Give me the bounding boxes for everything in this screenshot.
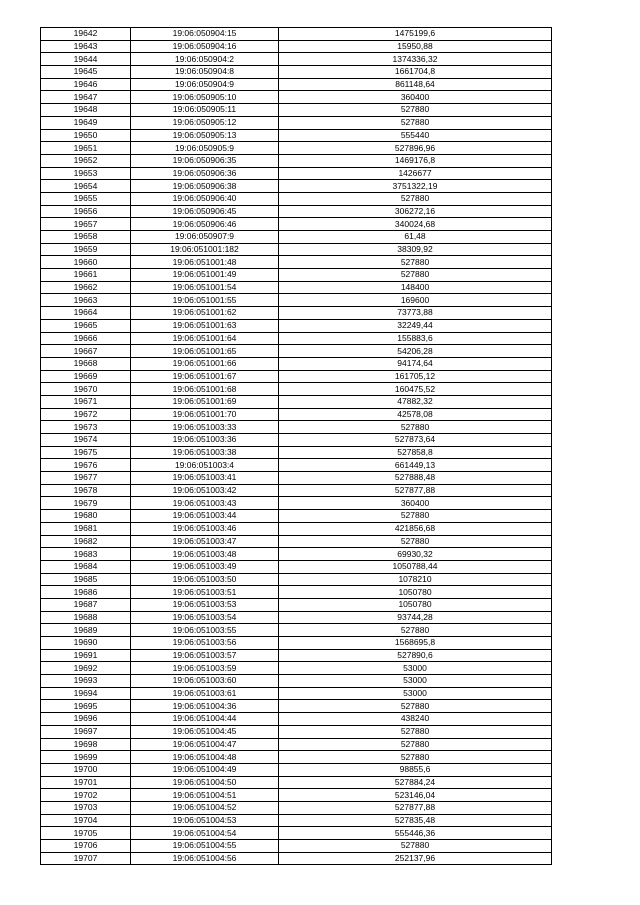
- cadastral-number-cell: 19:06:051004:51: [131, 789, 279, 802]
- row-number-cell: 19681: [41, 522, 131, 535]
- table-row: [41, 586, 552, 599]
- table-row: [41, 484, 552, 497]
- cadastral-number-cell: 19:06:050906:35: [131, 154, 279, 167]
- value-cell: 1426677: [279, 167, 552, 180]
- cadastral-number-cell: 19:06:051003:4: [131, 459, 279, 472]
- cadastral-number-cell: 19:06:051001:66: [131, 357, 279, 370]
- table-row: [41, 814, 552, 827]
- data-table: [40, 27, 552, 865]
- row-number-cell: 19702: [41, 789, 131, 802]
- row-number-cell: 19676: [41, 459, 131, 472]
- row-number-cell: 19674: [41, 434, 131, 447]
- table-row: [41, 269, 552, 282]
- cadastral-number-cell: 19:06:051003:36: [131, 434, 279, 447]
- row-number-cell: 19670: [41, 383, 131, 396]
- row-number-cell: 19696: [41, 713, 131, 726]
- cadastral-number-cell: 19:06:050906:45: [131, 205, 279, 218]
- table-row: [41, 332, 552, 345]
- row-number-cell: 19687: [41, 598, 131, 611]
- cadastral-number-cell: 19:06:050904:15: [131, 28, 279, 41]
- cadastral-number-cell: 19:06:051003:54: [131, 611, 279, 624]
- cadastral-number-cell: 19:06:050905:9: [131, 142, 279, 155]
- cadastral-number-cell: 19:06:051003:57: [131, 649, 279, 662]
- cadastral-number-cell: 19:06:050905:11: [131, 104, 279, 117]
- cadastral-number-cell: 19:06:050905:13: [131, 129, 279, 142]
- row-number-cell: 19661: [41, 269, 131, 282]
- value-cell: 527835,48: [279, 814, 552, 827]
- cadastral-number-cell: 19:06:050904:9: [131, 78, 279, 91]
- cadastral-number-cell: 19:06:050906:38: [131, 180, 279, 193]
- table-row: [41, 700, 552, 713]
- cadastral-number-cell: 19:06:051001:68: [131, 383, 279, 396]
- value-cell: 38309,92: [279, 243, 552, 256]
- value-cell: 15950,88: [279, 40, 552, 53]
- table-row: [41, 129, 552, 142]
- value-cell: 527880: [279, 192, 552, 205]
- row-number-cell: 19706: [41, 840, 131, 853]
- value-cell: 527880: [279, 116, 552, 129]
- table-row: [41, 535, 552, 548]
- table-row: [41, 751, 552, 764]
- cadastral-number-cell: 19:06:051003:46: [131, 522, 279, 535]
- value-cell: 1469176,8: [279, 154, 552, 167]
- value-cell: 527890,6: [279, 649, 552, 662]
- value-cell: 527880: [279, 421, 552, 434]
- table-row: [41, 421, 552, 434]
- value-cell: 527880: [279, 725, 552, 738]
- value-cell: 661449,13: [279, 459, 552, 472]
- cadastral-number-cell: 19:06:051004:48: [131, 751, 279, 764]
- table-row: [41, 687, 552, 700]
- table-row: [41, 738, 552, 751]
- table-row: [41, 104, 552, 117]
- row-number-cell: 19660: [41, 256, 131, 269]
- row-number-cell: 19656: [41, 205, 131, 218]
- table-row: [41, 446, 552, 459]
- cadastral-number-cell: 19:06:051003:38: [131, 446, 279, 459]
- row-number-cell: 19663: [41, 294, 131, 307]
- row-number-cell: 19646: [41, 78, 131, 91]
- value-cell: 1374336,32: [279, 53, 552, 66]
- cadastral-number-cell: 19:06:051004:55: [131, 840, 279, 853]
- table-row: [41, 611, 552, 624]
- table-row: [41, 801, 552, 814]
- cadastral-number-cell: 19:06:050904:8: [131, 66, 279, 79]
- row-number-cell: 19700: [41, 763, 131, 776]
- table-row: [41, 142, 552, 155]
- table-row: [41, 383, 552, 396]
- cadastral-number-cell: 19:06:051001:64: [131, 332, 279, 345]
- row-number-cell: 19707: [41, 852, 131, 865]
- cadastral-number-cell: 19:06:051004:56: [131, 852, 279, 865]
- cadastral-number-cell: 19:06:051001:62: [131, 307, 279, 320]
- row-number-cell: 19644: [41, 53, 131, 66]
- value-cell: 527858,8: [279, 446, 552, 459]
- cadastral-number-cell: 19:06:051001:65: [131, 345, 279, 358]
- table-row: [41, 510, 552, 523]
- cadastral-number-cell: 19:06:051004:52: [131, 801, 279, 814]
- row-number-cell: 19669: [41, 370, 131, 383]
- row-number-cell: 19664: [41, 307, 131, 320]
- table-row: [41, 408, 552, 421]
- row-number-cell: 19673: [41, 421, 131, 434]
- table-row: [41, 357, 552, 370]
- row-number-cell: 19650: [41, 129, 131, 142]
- value-cell: 527880: [279, 510, 552, 523]
- value-cell: 527880: [279, 624, 552, 637]
- value-cell: 1661704,8: [279, 66, 552, 79]
- cadastral-number-cell: 19:06:051004:54: [131, 827, 279, 840]
- cadastral-number-cell: 19:06:051001:67: [131, 370, 279, 383]
- cadastral-number-cell: 19:06:050906:46: [131, 218, 279, 231]
- value-cell: 69930,32: [279, 548, 552, 561]
- value-cell: 61,48: [279, 231, 552, 244]
- table-row: [41, 294, 552, 307]
- row-number-cell: 19697: [41, 725, 131, 738]
- value-cell: 3751322,19: [279, 180, 552, 193]
- table-row: [41, 281, 552, 294]
- cadastral-number-cell: 19:06:051001:54: [131, 281, 279, 294]
- table-row: [41, 827, 552, 840]
- cadastral-number-cell: 19:06:051003:56: [131, 637, 279, 650]
- value-cell: 1050788,44: [279, 560, 552, 573]
- value-cell: 1078210: [279, 573, 552, 586]
- table-row: [41, 218, 552, 231]
- row-number-cell: 19691: [41, 649, 131, 662]
- table-row: [41, 180, 552, 193]
- table-row: [41, 459, 552, 472]
- row-number-cell: 19653: [41, 167, 131, 180]
- table-row: [41, 434, 552, 447]
- row-number-cell: 19645: [41, 66, 131, 79]
- row-number-cell: 19675: [41, 446, 131, 459]
- table-row: [41, 243, 552, 256]
- row-number-cell: 19693: [41, 675, 131, 688]
- row-number-cell: 19683: [41, 548, 131, 561]
- table-body: [41, 28, 552, 865]
- row-number-cell: 19643: [41, 40, 131, 53]
- table-row: [41, 78, 552, 91]
- row-number-cell: 19703: [41, 801, 131, 814]
- table-row: [41, 154, 552, 167]
- value-cell: 169600: [279, 294, 552, 307]
- cadastral-number-cell: 19:06:051001:55: [131, 294, 279, 307]
- row-number-cell: 19689: [41, 624, 131, 637]
- value-cell: 161705,12: [279, 370, 552, 383]
- value-cell: 527880: [279, 535, 552, 548]
- table-row: [41, 624, 552, 637]
- row-number-cell: 19658: [41, 231, 131, 244]
- cadastral-number-cell: 19:06:051003:60: [131, 675, 279, 688]
- table-row: [41, 307, 552, 320]
- row-number-cell: 19686: [41, 586, 131, 599]
- cadastral-number-cell: 19:06:051004:36: [131, 700, 279, 713]
- cadastral-number-cell: 19:06:051003:53: [131, 598, 279, 611]
- value-cell: 252137,96: [279, 852, 552, 865]
- table-row: [41, 573, 552, 586]
- value-cell: 93744,28: [279, 611, 552, 624]
- cadastral-number-cell: 19:06:051003:41: [131, 472, 279, 485]
- cadastral-number-cell: 19:06:050906:36: [131, 167, 279, 180]
- table-row: [41, 66, 552, 79]
- table-row: [41, 370, 552, 383]
- row-number-cell: 19692: [41, 662, 131, 675]
- cadastral-number-cell: 19:06:050904:16: [131, 40, 279, 53]
- value-cell: 1568695,8: [279, 637, 552, 650]
- row-number-cell: 19649: [41, 116, 131, 129]
- value-cell: 360400: [279, 497, 552, 510]
- value-cell: 527880: [279, 751, 552, 764]
- row-number-cell: 19704: [41, 814, 131, 827]
- cadastral-number-cell: 19:06:051003:47: [131, 535, 279, 548]
- row-number-cell: 19701: [41, 776, 131, 789]
- value-cell: 861148,64: [279, 78, 552, 91]
- cadastral-number-cell: 19:06:051003:42: [131, 484, 279, 497]
- value-cell: 527880: [279, 840, 552, 853]
- table-row: [41, 91, 552, 104]
- cadastral-number-cell: 19:06:051001:63: [131, 319, 279, 332]
- table-row: [41, 319, 552, 332]
- table-row: [41, 763, 552, 776]
- cadastral-number-cell: 19:06:051001:70: [131, 408, 279, 421]
- cadastral-number-cell: 19:06:051001:48: [131, 256, 279, 269]
- row-number-cell: 19685: [41, 573, 131, 586]
- cadastral-number-cell: 19:06:051004:44: [131, 713, 279, 726]
- row-number-cell: 19667: [41, 345, 131, 358]
- value-cell: 53000: [279, 687, 552, 700]
- table-row: [41, 840, 552, 853]
- table-row: [41, 192, 552, 205]
- table-row: [41, 548, 552, 561]
- cadastral-number-cell: 19:06:051004:47: [131, 738, 279, 751]
- cadastral-number-cell: 19:06:051003:43: [131, 497, 279, 510]
- row-number-cell: 19680: [41, 510, 131, 523]
- value-cell: 148400: [279, 281, 552, 294]
- row-number-cell: 19672: [41, 408, 131, 421]
- table-row: [41, 522, 552, 535]
- row-number-cell: 19694: [41, 687, 131, 700]
- row-number-cell: 19659: [41, 243, 131, 256]
- cadastral-number-cell: 19:06:051004:50: [131, 776, 279, 789]
- row-number-cell: 19682: [41, 535, 131, 548]
- row-number-cell: 19657: [41, 218, 131, 231]
- value-cell: 527877,88: [279, 801, 552, 814]
- table-row: [41, 256, 552, 269]
- row-number-cell: 19651: [41, 142, 131, 155]
- row-number-cell: 19642: [41, 28, 131, 41]
- cadastral-number-cell: 19:06:051004:53: [131, 814, 279, 827]
- value-cell: 527880: [279, 700, 552, 713]
- row-number-cell: 19695: [41, 700, 131, 713]
- cadastral-number-cell: 19:06:051003:33: [131, 421, 279, 434]
- value-cell: 527896,96: [279, 142, 552, 155]
- cadastral-number-cell: 19:06:051003:55: [131, 624, 279, 637]
- cadastral-number-cell: 19:06:051001:182: [131, 243, 279, 256]
- value-cell: 527884,24: [279, 776, 552, 789]
- table-row: [41, 598, 552, 611]
- cadastral-number-cell: 19:06:050904:2: [131, 53, 279, 66]
- value-cell: 94174,64: [279, 357, 552, 370]
- value-cell: 47882,32: [279, 395, 552, 408]
- row-number-cell: 19690: [41, 637, 131, 650]
- table-row: [41, 472, 552, 485]
- value-cell: 421856,68: [279, 522, 552, 535]
- cadastral-number-cell: 19:06:051003:61: [131, 687, 279, 700]
- cadastral-number-cell: 19:06:050905:10: [131, 91, 279, 104]
- cadastral-number-cell: 19:06:050907:9: [131, 231, 279, 244]
- table-row: [41, 662, 552, 675]
- row-number-cell: 19679: [41, 497, 131, 510]
- row-number-cell: 19662: [41, 281, 131, 294]
- row-number-cell: 19684: [41, 560, 131, 573]
- row-number-cell: 19677: [41, 472, 131, 485]
- value-cell: 1050780: [279, 586, 552, 599]
- table-row: [41, 497, 552, 510]
- table-row: [41, 560, 552, 573]
- table-row: [41, 637, 552, 650]
- cadastral-number-cell: 19:06:051001:69: [131, 395, 279, 408]
- row-number-cell: 19698: [41, 738, 131, 751]
- cadastral-number-cell: 19:06:050906:40: [131, 192, 279, 205]
- table-row: [41, 649, 552, 662]
- value-cell: 527880: [279, 256, 552, 269]
- row-number-cell: 19699: [41, 751, 131, 764]
- table-row: [41, 167, 552, 180]
- table-row: [41, 395, 552, 408]
- value-cell: 53000: [279, 662, 552, 675]
- table-row: [41, 40, 552, 53]
- cadastral-number-cell: 19:06:051004:45: [131, 725, 279, 738]
- value-cell: 1475199,6: [279, 28, 552, 41]
- row-number-cell: 19654: [41, 180, 131, 193]
- value-cell: 438240: [279, 713, 552, 726]
- value-cell: 527880: [279, 738, 552, 751]
- value-cell: 160475,52: [279, 383, 552, 396]
- value-cell: 32249,44: [279, 319, 552, 332]
- value-cell: 54206,28: [279, 345, 552, 358]
- value-cell: 306272,16: [279, 205, 552, 218]
- value-cell: 73773,88: [279, 307, 552, 320]
- row-number-cell: 19652: [41, 154, 131, 167]
- value-cell: 42578,08: [279, 408, 552, 421]
- cadastral-number-cell: 19:06:051003:44: [131, 510, 279, 523]
- value-cell: 53000: [279, 675, 552, 688]
- table-row: [41, 852, 552, 865]
- value-cell: 360400: [279, 91, 552, 104]
- table-row: [41, 345, 552, 358]
- row-number-cell: 19665: [41, 319, 131, 332]
- value-cell: 527888,48: [279, 472, 552, 485]
- row-number-cell: 19678: [41, 484, 131, 497]
- value-cell: 527877,88: [279, 484, 552, 497]
- cadastral-number-cell: 19:06:050905:12: [131, 116, 279, 129]
- table-row: [41, 789, 552, 802]
- table-row: [41, 53, 552, 66]
- value-cell: 527880: [279, 104, 552, 117]
- table-row: [41, 231, 552, 244]
- table-row: [41, 28, 552, 41]
- cadastral-number-cell: 19:06:051003:49: [131, 560, 279, 573]
- value-cell: 527873,64: [279, 434, 552, 447]
- table-row: [41, 725, 552, 738]
- table-row: [41, 205, 552, 218]
- cadastral-number-cell: 19:06:051004:49: [131, 763, 279, 776]
- value-cell: 98855,6: [279, 763, 552, 776]
- row-number-cell: 19688: [41, 611, 131, 624]
- cadastral-number-cell: 19:06:051003:48: [131, 548, 279, 561]
- row-number-cell: 19648: [41, 104, 131, 117]
- table-row: [41, 116, 552, 129]
- row-number-cell: 19705: [41, 827, 131, 840]
- value-cell: 555446,36: [279, 827, 552, 840]
- value-cell: 555440: [279, 129, 552, 142]
- cadastral-number-cell: 19:06:051003:51: [131, 586, 279, 599]
- value-cell: 155883,6: [279, 332, 552, 345]
- value-cell: 1050780: [279, 598, 552, 611]
- cadastral-number-cell: 19:06:051001:49: [131, 269, 279, 282]
- table-row: [41, 675, 552, 688]
- cadastral-number-cell: 19:06:051003:59: [131, 662, 279, 675]
- row-number-cell: 19655: [41, 192, 131, 205]
- table-row: [41, 776, 552, 789]
- row-number-cell: 19671: [41, 395, 131, 408]
- row-number-cell: 19666: [41, 332, 131, 345]
- value-cell: 527880: [279, 269, 552, 282]
- row-number-cell: 19668: [41, 357, 131, 370]
- value-cell: 340024,68: [279, 218, 552, 231]
- value-cell: 523146,04: [279, 789, 552, 802]
- row-number-cell: 19647: [41, 91, 131, 104]
- cadastral-number-cell: 19:06:051003:50: [131, 573, 279, 586]
- table-row: [41, 713, 552, 726]
